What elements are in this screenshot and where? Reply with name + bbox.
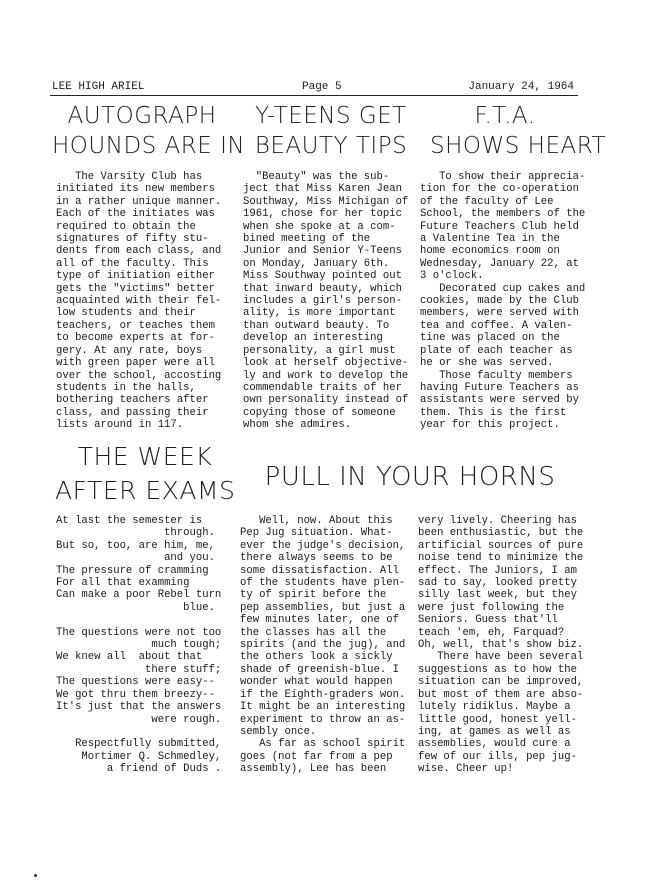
page-header	[52, 81, 574, 95]
page-number: Page 5	[302, 81, 342, 93]
headline-fta-line2: SHOWS HEART	[430, 133, 607, 159]
page-speck	[34, 874, 37, 877]
headline-fta	[430, 101, 607, 161]
article-horns-left: Well, now. About this Pep Jug situation. What- ever the judge's decision, there always seems to be some dissatisfaction. All of the students have plen- ty of spirit before the pep assemblies, but just a few minutes later, one of the classes has all the spirits (and the jug), and the others look a sickly shade of greenish-blue. I wonder what would happen if the Eighth-graders won. It might be an interesting experiment to throw an as- sembly once. As far as school spirit goes (not far from a pep assembly), Lee has been	[240, 515, 406, 776]
headline-autograph-line1: AUTOGRAPH	[67, 103, 217, 129]
headline-week-line1: THE WEEK	[77, 442, 213, 471]
headline-week-line2: AFTER EXAMS	[55, 476, 236, 505]
headline-autograph-line2: HOUNDS ARE IN	[52, 133, 246, 159]
headline-yteens-line1: Y-TEENS GET	[255, 103, 407, 129]
headline-fta-line1: F.T.A.	[474, 103, 536, 129]
issue-date: January 24, 1964	[468, 81, 574, 93]
article-horns-right: very lively. Cheering has been enthusiastic, but the artificial sources of pure noise tend to minimize the effect. The Juniors, I am sad to say, looked pretty silly last week, but they were just following the Seniors. Guess that'll teach 'em, eh, Farquad? Oh, well, that's show biz. There have been several suggestions as to how the situation can be improved, but most of them are abso- lutely ridiklus. Maybe a little good, honest yell- ing, at games as well as assemblies, would cure a few of our ills, pep jug- wise. Cheer up!	[418, 515, 584, 776]
poem-week: At last the semester is through. But so, too, are him, me, and you. The pressure of cramming For all that examming Can make a poor Rebel turn blue. The questions were not too much tough; We knew all about that there stuff; The questions were easy-- We got thru them breezy-- It's just that the answers were rough. Respectfully submitted, Mortimer Q. Schmedley, a friend of Duds .	[56, 515, 222, 776]
article-autograph: The Varsity Club has initiated its new members in a rather unique manner. Each of the initiates was required to obtain the signatures of fifty stu- dents from each class, and all of the faculty. This type of initiation either gets the "victims" better acquainted with their fel- low students and their teachers, or teaches them to become experts at for- gery. At any rate, boys with green paper were all over the school, accosting students in the halls, bothering teachers after class, and passing their lists around in 117.	[56, 171, 222, 432]
paper-name: LEE HIGH ARIEL	[52, 81, 145, 93]
header-rule	[50, 95, 578, 96]
headline-horns: PULL IN YOUR HORNS	[264, 462, 556, 492]
article-fta: To show their apprecia- tion for the co-operation of the faculty of Lee School, the members of the Future Teachers Club held a Valentine Tea in the home economics room on Wednesday, January 22, at 3 o'clock. Decorated cup cakes and cookies, made by the Club members, were served with tea and coffee. A valen- tine was placed on the plate of each teacher as he or she was served. Those faculty members having Future Teachers as assistants were served by them. This is the first year for this project.	[420, 171, 586, 432]
headline-yteens-line2: BEAUTY TIPS	[254, 133, 408, 159]
headline-autograph	[52, 101, 246, 161]
article-yteens: "Beauty" was the sub- ject that Miss Karen Jean Southway, Miss Michigan of 1961, chose for her topic when she spoke at a com- bined meeting of the Junior and Senior Y-Teens on Monday, January 6th. Miss Southway pointed out that inward beauty, which includes a girl's person- ality, is more important than outward beauty. To develop an interesting personality, a girl must look at herself objective- ly and work to develop the commendable traits of her own personality instead of copying those of someone whom she admires.	[243, 171, 409, 432]
headline-yteens	[236, 101, 426, 161]
headline-week	[55, 440, 235, 508]
